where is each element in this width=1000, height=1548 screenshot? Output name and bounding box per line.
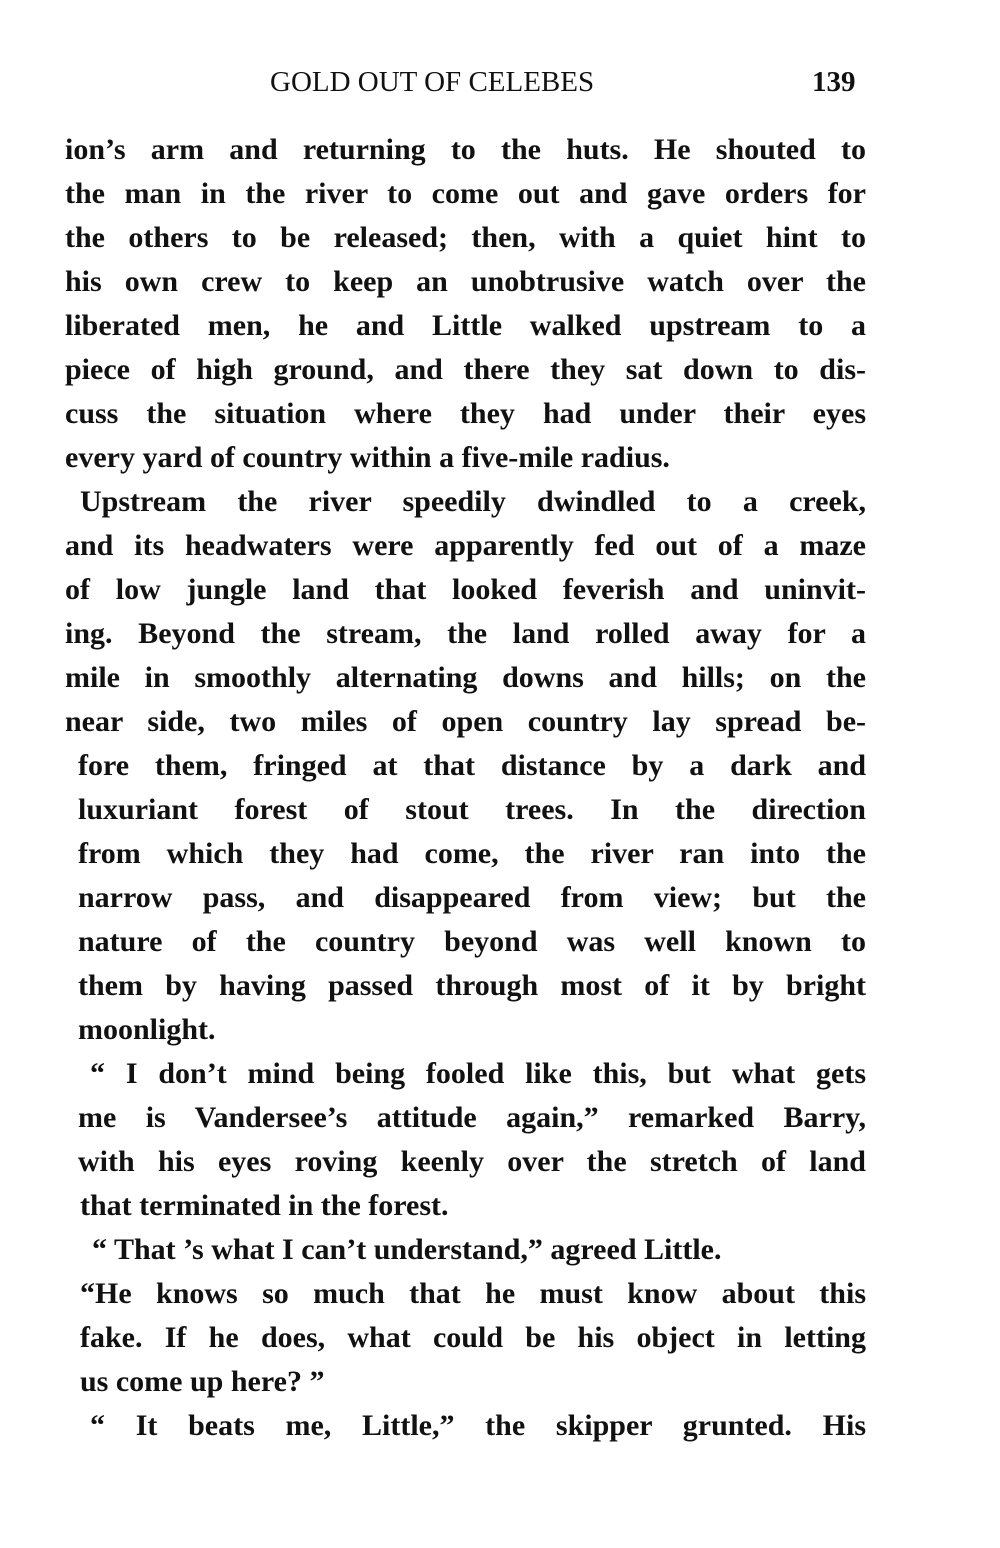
text-line: piece of high ground, and there they sat down to dis- <box>65 353 866 386</box>
text-line: “ That ’s what I can’t understand,” agreed Little. <box>92 1233 722 1266</box>
text-line: me is Vandersee’s attitude again,” remarked Barry, <box>78 1101 866 1134</box>
text-line: his own crew to keep an unobtrusive watch over the <box>65 265 866 298</box>
text-line: us come up here? ” <box>80 1365 325 1398</box>
text-line: near side, two miles of open country lay spread be- <box>65 705 866 738</box>
text-line: with his eyes roving keenly over the stretch of land <box>78 1145 866 1178</box>
text-line: ion’s arm and returning to the huts. He shouted to <box>65 133 866 166</box>
text-line: every yard of country within a five-mile radius. <box>65 441 670 474</box>
text-line: that terminated in the forest. <box>80 1189 449 1222</box>
text-line: “ It beats me, Little,” the skipper grunted. His <box>90 1409 866 1442</box>
text-line: them by having passed through most of it by bright <box>78 969 866 1002</box>
text-line: fore them, fringed at that distance by a dark and <box>78 749 866 782</box>
text-line: of low jungle land that looked feverish and uninvit- <box>65 573 866 606</box>
text-line: Upstream the river speedily dwindled to a creek, <box>80 485 866 518</box>
text-line: mile in smoothly alternating downs and hills; on the <box>65 661 866 694</box>
text-line: moonlight. <box>78 1013 216 1046</box>
text-line: ing. Beyond the stream, the land rolled away for a <box>65 617 866 650</box>
text-line: narrow pass, and disappeared from view; but the <box>78 881 866 914</box>
page-number: 139 <box>812 66 856 98</box>
text-line: cuss the situation where they had under their eyes <box>65 397 866 430</box>
text-line: nature of the country beyond was well known to <box>78 925 866 958</box>
text-line: luxuriant forest of stout trees. In the direction <box>78 793 866 826</box>
text-line: fake. If he does, what could be his object in letting <box>80 1321 866 1354</box>
text-line: and its headwaters were apparently fed out of a maze <box>65 529 866 562</box>
text-line: “ I don’t mind being fooled like this, but what gets <box>90 1057 866 1090</box>
text-line: liberated men, he and Little walked upstream to a <box>65 309 866 342</box>
text-line: “He knows so much that he must know about this <box>80 1277 866 1310</box>
text-line: the man in the river to come out and gave orders for <box>65 177 866 210</box>
text-line: from which they had come, the river ran into the <box>78 837 866 870</box>
running-head-title: GOLD OUT OF CELEBES <box>270 66 595 98</box>
text-line: the others to be released; then, with a quiet hint to <box>65 221 866 254</box>
